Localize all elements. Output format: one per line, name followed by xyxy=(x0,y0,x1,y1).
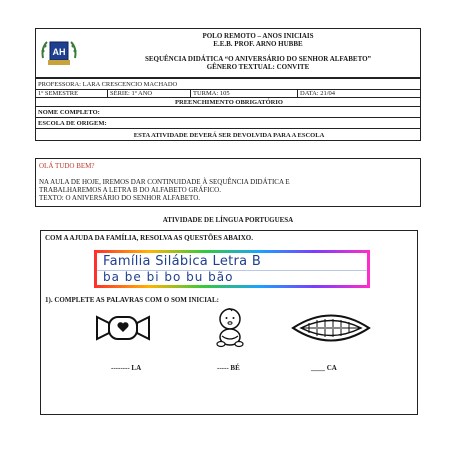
grade-cell: SÉRIE: 1º ANO xyxy=(110,90,153,97)
logo-lettering: AH xyxy=(52,47,66,57)
name-row xyxy=(36,106,420,117)
mouth-icon xyxy=(291,311,371,345)
sequence-title: SEQUÊNCIA DIDÁTICA “O ANIVERSÁRIO DO SENHOR ALFABETO” xyxy=(144,55,372,63)
greeting-text: OLÁ TUDO BEM? xyxy=(39,162,95,170)
mandatory-row xyxy=(36,97,420,106)
notice-row xyxy=(36,128,420,141)
baby-icon xyxy=(210,306,250,348)
school-row xyxy=(36,117,420,128)
word-mouth: ____ CA xyxy=(311,364,337,372)
header-box xyxy=(35,28,421,78)
school-name-line1: POLO REMOTO – ANOS INICIAIS xyxy=(202,32,314,40)
semester-cell: 1º SEMESTRE xyxy=(38,90,79,97)
date-cell: DATA: 21/04 xyxy=(300,90,336,97)
details-row xyxy=(36,89,420,97)
syllable-banner xyxy=(94,250,370,288)
activity-box xyxy=(40,230,418,415)
school-logo xyxy=(39,38,79,70)
message-line3: TEXTO: O ANIVERSÁRIO DO SENHOR ALFABETO. xyxy=(39,194,201,202)
return-notice: ESTA ATIVIDADE DEVERÁ SER DEVOLVIDA PARA A ESCOLA xyxy=(133,131,325,139)
candy-icon xyxy=(93,311,153,345)
info-table xyxy=(35,78,421,141)
message-line1: NA AULA DE HOJE, IREMOS DAR CONTINUIDADE À SEQUÊNCIA DIDÁTICA E xyxy=(39,178,290,186)
banner-syllables: ba be bi bo bu bão xyxy=(103,270,234,284)
word-candy: -------- LA xyxy=(111,364,142,372)
banner-title: Família Silábica Letra B xyxy=(103,254,262,269)
school-name-line2: E.E.B. PROF. ARNO HUBBE xyxy=(213,40,303,48)
genre-title: GÊNERO TEXTUAL: CONVITE xyxy=(206,63,310,71)
teacher-row xyxy=(36,78,420,89)
class-cell: TURMA: 105 xyxy=(193,90,230,97)
activity-title: ATIVIDADE DE LÍNGUA PORTUGUESA xyxy=(162,216,294,224)
activity-instruction: COM A AJUDA DA FAMÍLIA, RESOLVA AS QUESTÕES ABAIXO. xyxy=(45,234,253,242)
word-baby: ----- BÉ xyxy=(217,364,240,372)
message-box xyxy=(35,158,421,207)
name-field-label: NOME COMPLETO: xyxy=(38,108,100,116)
mandatory-label: PREENCHIMENTO OBRIGATÓRIO xyxy=(175,98,283,106)
question-1: 1). COMPLETE AS PALAVRAS COM O SOM INICIAL: xyxy=(45,296,219,304)
school-field-label: ESCOLA DE ORIGEM: xyxy=(38,119,107,127)
teacher-label: PROFESSORA: LARA CRESCENCIO MACHADO xyxy=(38,80,178,88)
message-line2: TRABALHAREMOS A LETRA B DO ALFABETO GRÁFICO. xyxy=(39,186,221,194)
